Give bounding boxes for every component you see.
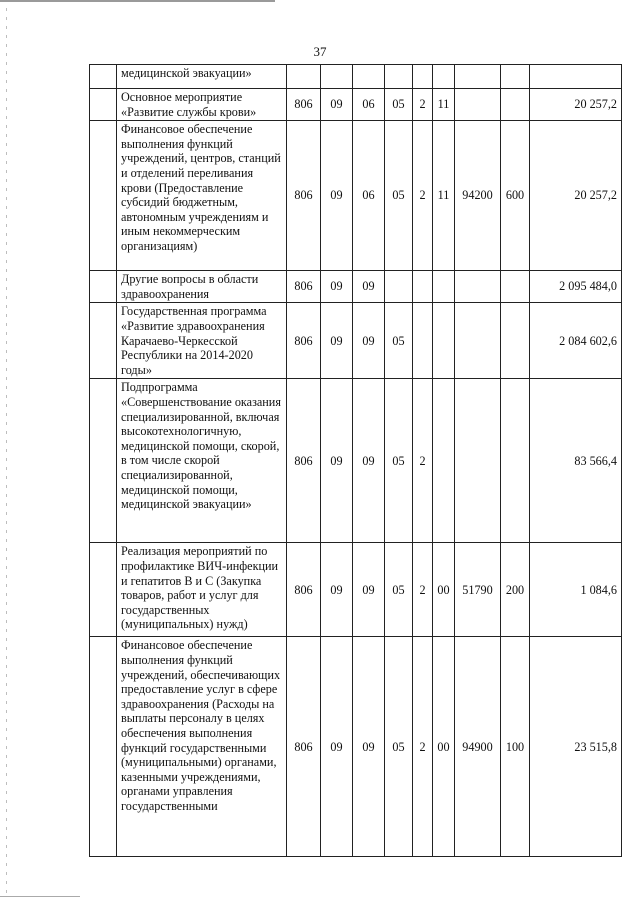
page-number: 37 [313, 44, 327, 59]
expense-type-code [501, 65, 530, 89]
subsection-code: 09 [353, 637, 385, 857]
index-cell [90, 543, 117, 637]
amount [530, 65, 622, 89]
subsection-code: 09 [353, 543, 385, 637]
activity-code: 00 [433, 543, 455, 637]
direction-code [455, 65, 501, 89]
section-code: 09 [321, 543, 353, 637]
section-code: 09 [321, 303, 353, 379]
index-cell [90, 379, 117, 543]
ministry-code: 806 [287, 89, 321, 121]
index-cell [90, 65, 117, 89]
expense-type-code [501, 379, 530, 543]
table-row [90, 543, 622, 637]
subprogram-code: 2 [413, 89, 433, 121]
amount: 2 095 484,0 [530, 271, 622, 303]
item-name: Подпрограмма «Совершенствование оказания специализированной, включая высокотехнологичную, медицинской помощи, скорой, в том числе скорой специализированной, медицинской помощи, медицинской эвакуации» [117, 379, 287, 543]
direction-code [455, 303, 501, 379]
program-code [385, 65, 413, 89]
activity-code: 11 [433, 121, 455, 271]
table-row [90, 271, 622, 303]
section-code: 09 [321, 637, 353, 857]
activity-code: 00 [433, 637, 455, 857]
index-cell [90, 89, 117, 121]
index-cell [90, 271, 117, 303]
direction-code [455, 89, 501, 121]
table-row [90, 121, 622, 271]
item-name: Реализация мероприятий по профилактике ВИЧ-инфекции и гепатитов В и С (Закупка товаров, работ и услуг для государственных (муниципальных) нужд) [117, 543, 287, 637]
expense-type-code [501, 89, 530, 121]
item-name: Другие вопросы в области здравоохранения [117, 271, 287, 303]
ministry-code: 806 [287, 121, 321, 271]
subsection-code: 06 [353, 121, 385, 271]
table-row [90, 379, 622, 543]
activity-code [433, 303, 455, 379]
activity-code: 11 [433, 89, 455, 121]
expense-type-code [501, 271, 530, 303]
subsection-code: 06 [353, 89, 385, 121]
program-code: 05 [385, 637, 413, 857]
amount: 20 257,2 [530, 121, 622, 271]
subprogram-code: 2 [413, 637, 433, 857]
expense-type-code: 100 [501, 637, 530, 857]
scan-edge-top [0, 0, 275, 2]
expense-type-code [501, 303, 530, 379]
direction-code: 94900 [455, 637, 501, 857]
program-code: 05 [385, 379, 413, 543]
ministry-code: 806 [287, 271, 321, 303]
table-row [90, 89, 622, 121]
ministry-code: 806 [287, 543, 321, 637]
item-name: Основное мероприятие «Развитие службы крови» [117, 89, 287, 121]
subprogram-code: 2 [413, 121, 433, 271]
amount: 83 566,4 [530, 379, 622, 543]
subprogram-code: 2 [413, 379, 433, 543]
amount: 2 084 602,6 [530, 303, 622, 379]
subsection-code: 09 [353, 379, 385, 543]
section-code: 09 [321, 271, 353, 303]
subsection-code: 09 [353, 303, 385, 379]
scan-edge-left [6, 8, 7, 898]
item-name: медицинской эвакуации» [117, 65, 287, 89]
budget-table [89, 64, 622, 857]
subprogram-code: 2 [413, 543, 433, 637]
section-code: 09 [321, 121, 353, 271]
program-code: 05 [385, 121, 413, 271]
program-code: 05 [385, 543, 413, 637]
program-code: 05 [385, 303, 413, 379]
table-row [90, 303, 622, 379]
index-cell [90, 303, 117, 379]
index-cell [90, 121, 117, 271]
program-code: 05 [385, 89, 413, 121]
direction-code [455, 271, 501, 303]
item-name: Финансовое обеспечение выполнения функций учреждений, центров, станций и отделений переливания крови (Предоставление субсидий бюджетным, автономным учреждениям и иным некоммерческим организациям) [117, 121, 287, 271]
scan-edge-bottom [0, 896, 80, 897]
activity-code [433, 65, 455, 89]
table-row [90, 637, 622, 857]
subsection-code [353, 65, 385, 89]
index-cell [90, 637, 117, 857]
ministry-code: 806 [287, 379, 321, 543]
section-code: 09 [321, 89, 353, 121]
program-code [385, 271, 413, 303]
activity-code [433, 271, 455, 303]
ministry-code [287, 65, 321, 89]
section-code [321, 65, 353, 89]
subprogram-code [413, 303, 433, 379]
ministry-code: 806 [287, 303, 321, 379]
subsection-code: 09 [353, 271, 385, 303]
direction-code: 51790 [455, 543, 501, 637]
amount: 1 084,6 [530, 543, 622, 637]
expense-type-code: 200 [501, 543, 530, 637]
item-name: Финансовое обеспечение выполнения функций учреждений, обеспечивающих предоставление услуг в сфере здравоохранения (Расходы на выплаты персоналу в целях обеспечения выполнения функций государственными (муниципальными) органами, казенными учреждениями, органами управления государственными [117, 637, 287, 857]
amount: 20 257,2 [530, 89, 622, 121]
subprogram-code [413, 271, 433, 303]
table-row [90, 65, 622, 89]
amount: 23 515,8 [530, 637, 622, 857]
direction-code [455, 379, 501, 543]
item-name: Государственная программа «Развитие здравоохранения Карачаево-Черкесской Республики на 2014-2020 годы» [117, 303, 287, 379]
section-code: 09 [321, 379, 353, 543]
activity-code [433, 379, 455, 543]
ministry-code: 806 [287, 637, 321, 857]
direction-code: 94200 [455, 121, 501, 271]
subprogram-code [413, 65, 433, 89]
expense-type-code: 600 [501, 121, 530, 271]
